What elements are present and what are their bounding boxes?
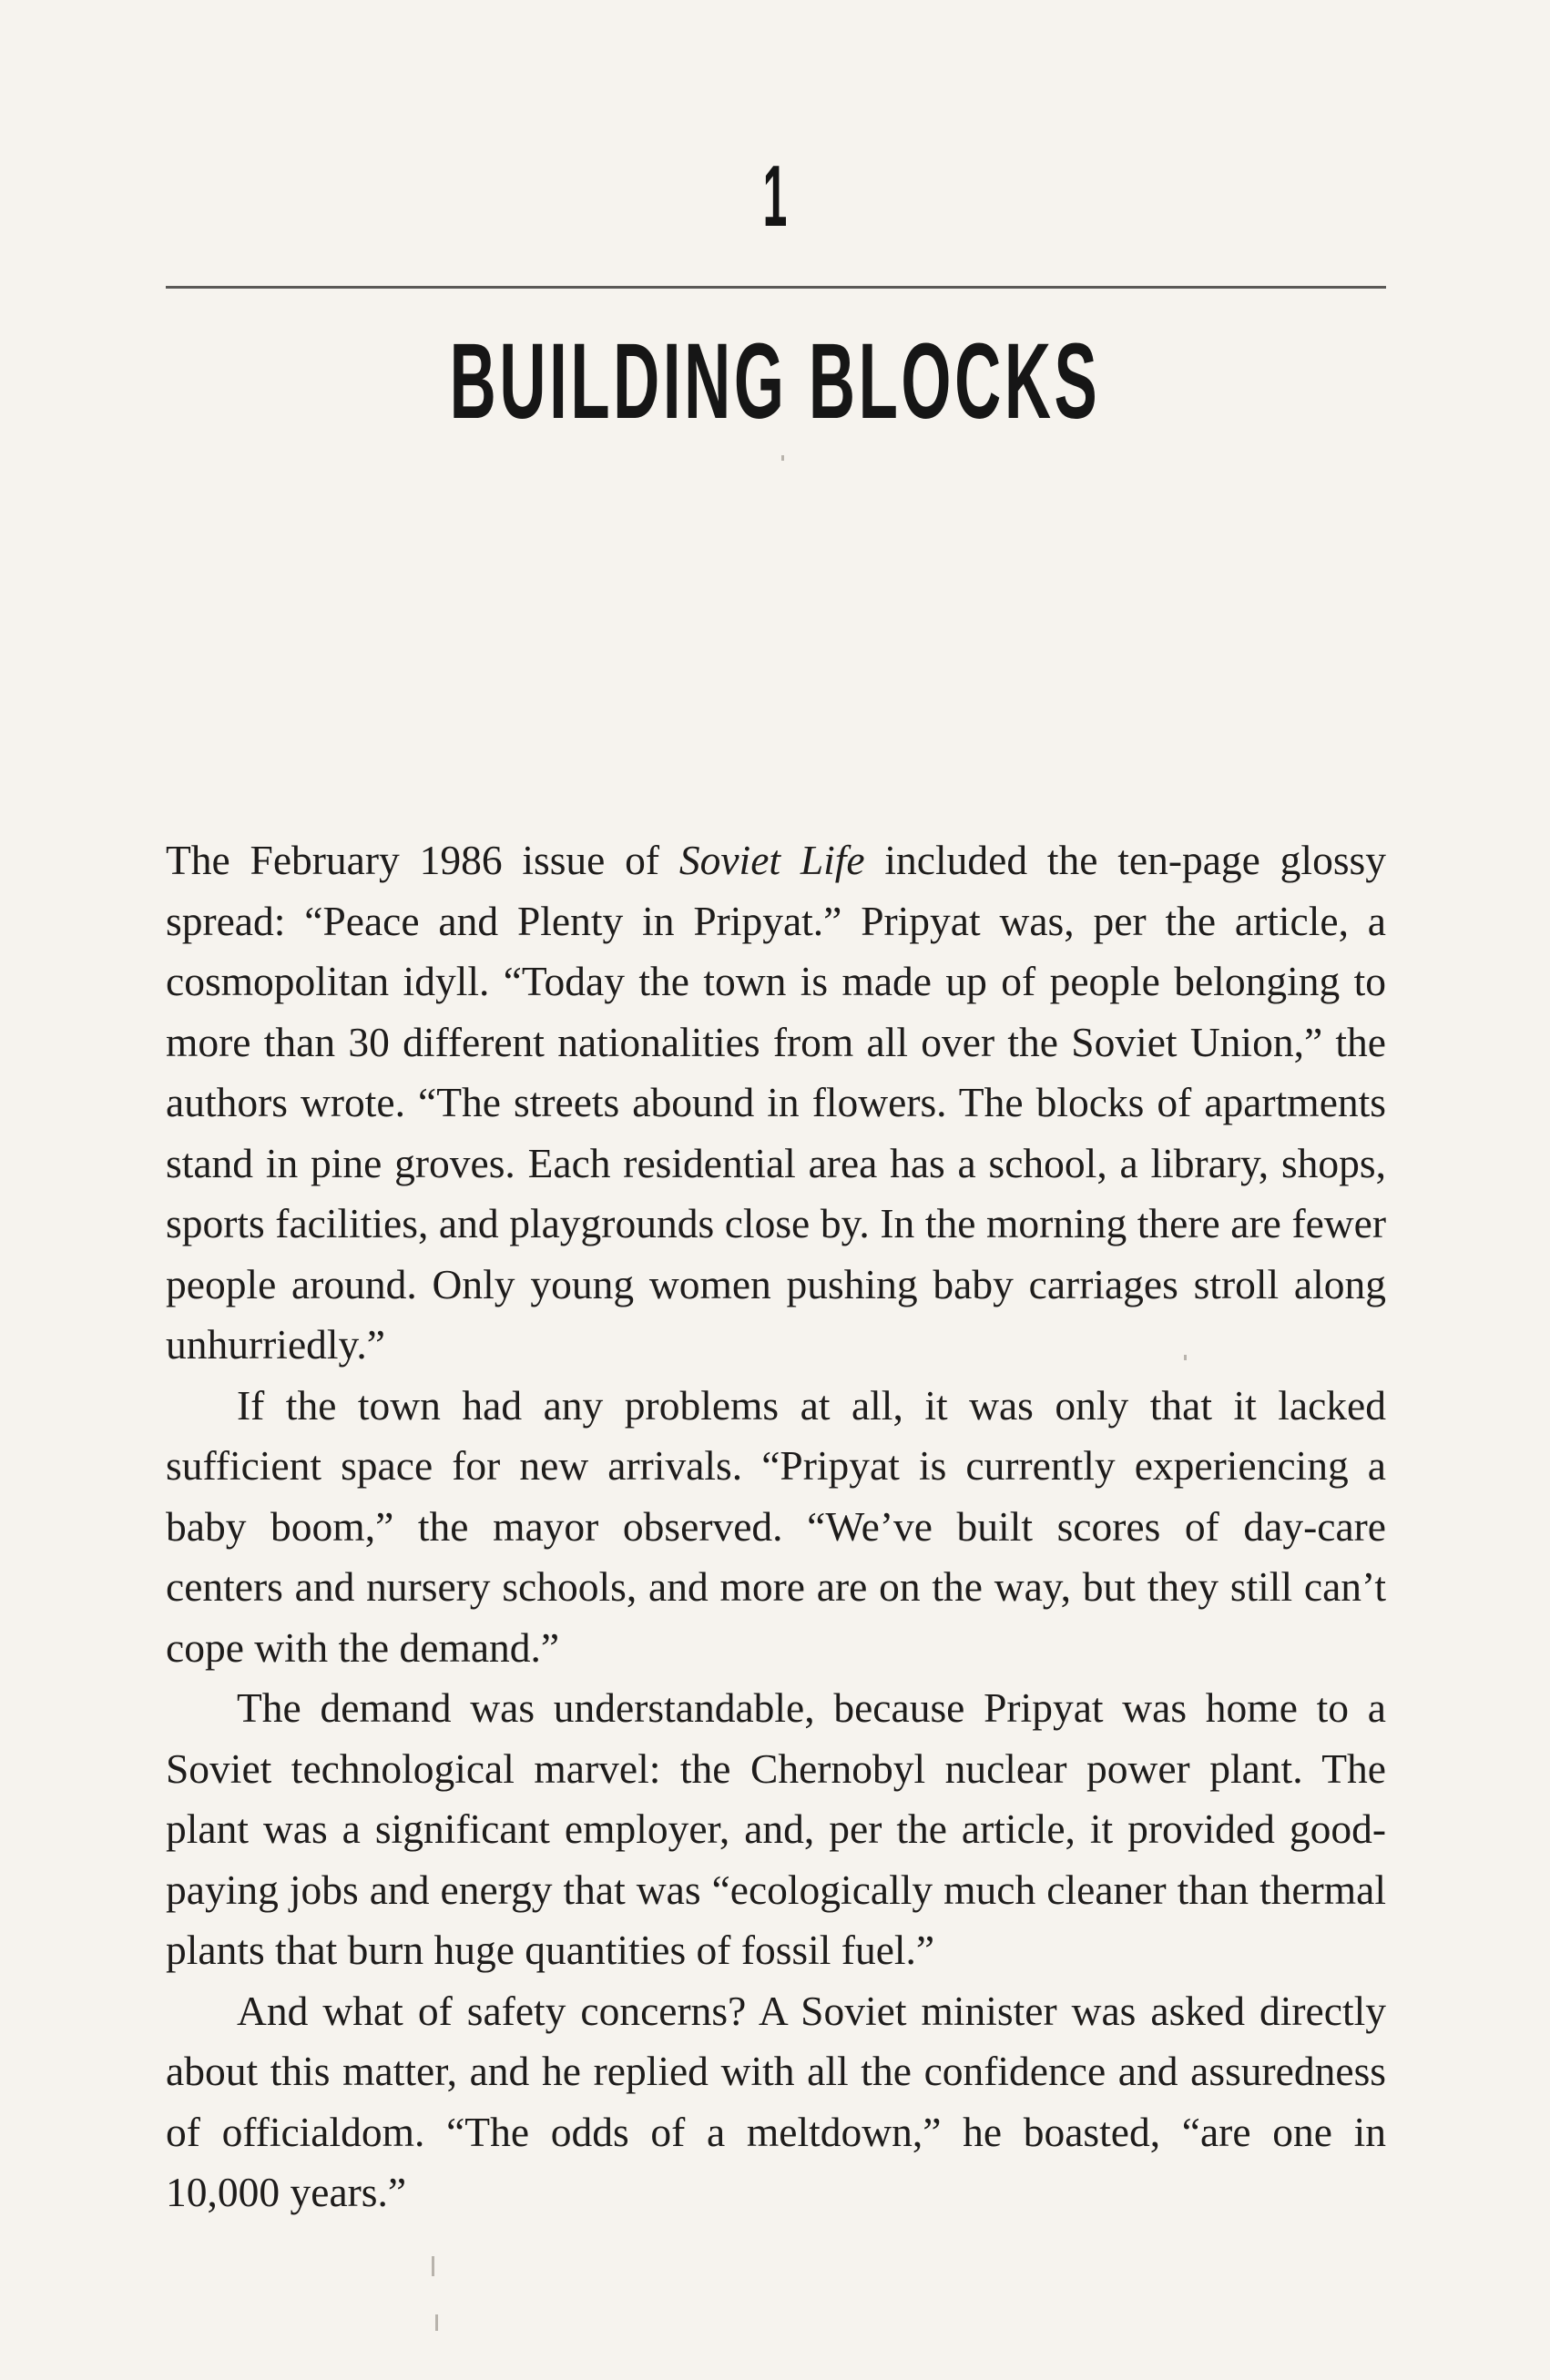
- chapter-body: [166, 830, 1386, 2223]
- publication-title: Soviet Life: [678, 837, 865, 883]
- scan-speck: [1184, 1355, 1187, 1360]
- scan-speck: [435, 2314, 438, 2331]
- paragraph-3: The demand was understandable, because Pripyat was home to a Soviet technological marvel: the Chernobyl nuclear power plant. The plant was a significant employer, and, per the article, it provided good-paying jobs and energy that was “ecologically much cleaner than thermal plants that burn huge quantities of fossil fuel.”: [166, 1684, 1386, 1973]
- paragraph-1: [166, 830, 1386, 1376]
- chapter-title: BUILDING BLOCKS: [449, 321, 1101, 442]
- paragraph-4: And what of safety concerns? A Soviet minister was asked directly about this matter, and he replied with all the confidence and assuredness of officialdom. “The odds of a meltdown,” he boasted, “are one in 10,000 years.”: [166, 1987, 1386, 2215]
- scan-speck: [781, 455, 784, 461]
- paragraph-1-rest: included the ten-page glossy spread: “Peace and Plenty in Pripyat.” Pripyat was, per the article, a cosmopolitan idyll. “Today the town is made up of people belonging to more than 30 different nationalities from all over the Soviet Union,” the authors wrote. “The streets abound in flowers. The blocks of apartments stand in pine groves. Each residential area has a school, a library, shops, sports facilities, and playgrounds close by. In the morning there are fewer people around. Only young women pushing baby carriages stroll along unhurriedly.”: [166, 837, 1386, 1368]
- paragraph-1-lead: The February 1986 issue of: [166, 837, 679, 883]
- scan-speck: [432, 2256, 434, 2276]
- paragraph-2: If the town had any problems at all, it was only that it lacked sufficient space for new arrivals. “Pripyat is currently experiencing a baby boom,” the mayor observed. “We’ve built scores of day-care centers and nursery schools, and more are on the way, but they still can’t cope with the demand.”: [166, 1381, 1386, 1671]
- chapter-number: 1: [762, 147, 788, 245]
- chapter-divider: [166, 286, 1386, 289]
